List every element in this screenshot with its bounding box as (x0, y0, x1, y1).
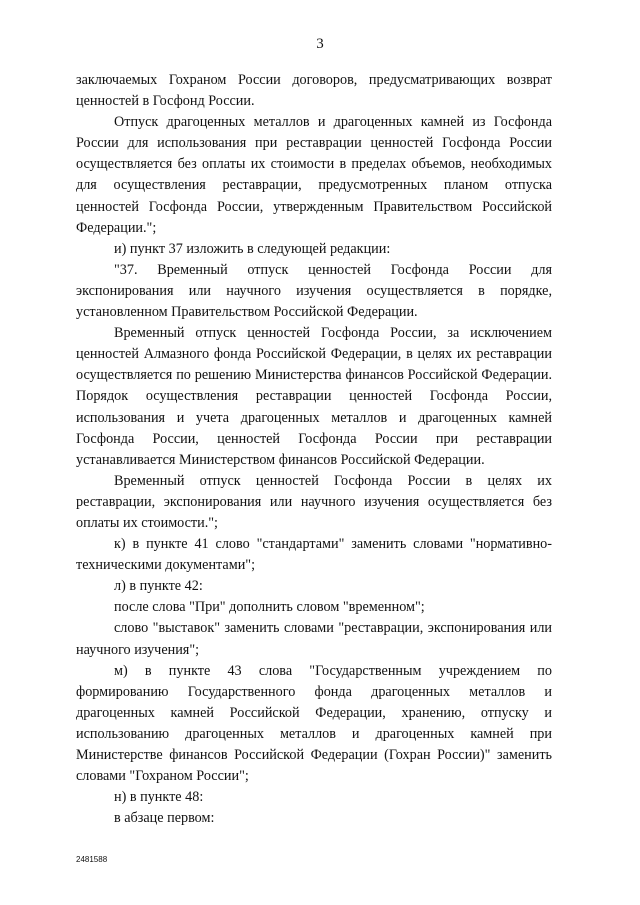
document-code: 2481588 (76, 855, 108, 864)
paragraph: в абзаце первом: (114, 810, 215, 827)
paragraph: заключаемых Гохраном России договоров, предусматривающих возврат ценностей в Госфонд России. (76, 72, 552, 110)
paragraph: м) в пункте 43 слова "Государственным учреждением по формированию Государственного фонда драгоценных металлов и драгоценных камней Российской Федерации, хранению, отпуску и использованию драгоценных металлов и драгоценных камней при Министерстве финансов Российской Федерации (Гохран России)" заменить словами "Гохраном России"; (76, 662, 552, 785)
paragraph: Отпуск драгоценных металлов и драгоценных камней из Госфонда России для использования при реставрации ценностей Госфонда России осуществляется без оплаты их стоимости в пределах объемов, необходимых для осуществления реставрации, предусмотренных планом отпуска ценностей Госфонда России, утвержденным Правительством Российской Федерации."; (76, 114, 552, 236)
paragraph: к) в пункте 41 слово "стандартами" заменить словами "нормативно-техническими документами"; (76, 536, 552, 574)
document-body (76, 70, 552, 829)
paragraph: после слова "При" дополнить словом "временном"; (114, 599, 425, 616)
paragraph: "37. Временный отпуск ценностей Госфонда России для экспонирования или научного изучения осуществляется в порядке, установленном Правительством Российской Федерации. (76, 261, 552, 321)
paragraph: Временный отпуск ценностей Госфонда России, за исключением ценностей Алмазного фонда Российской Федерации, в целях их реставрации осуществляется по решению Министерства финансов Российской Федерации. Порядок осуществления реставрации ценностей Госфонда России, использования и учета драгоценных металлов и драгоценных камней Госфонда России, ценностей Госфонда России при реставрации устанавливается Министерством финансов Российской Федерации. (76, 325, 552, 468)
paragraph: и) пункт 37 изложить в следующей редакции: (114, 240, 391, 257)
paragraph: л) в пункте 42: (114, 578, 203, 595)
paragraph: н) в пункте 48: (114, 789, 204, 806)
page-number: 3 (316, 36, 324, 52)
paragraph: слово "выставок" заменить словами "реставрации, экспонирования или научного изучения"; (76, 620, 552, 658)
paragraph: Временный отпуск ценностей Госфонда России в целях их реставрации, экспонирования или научного изучения осуществляется без оплаты их стоимости."; (76, 472, 552, 531)
